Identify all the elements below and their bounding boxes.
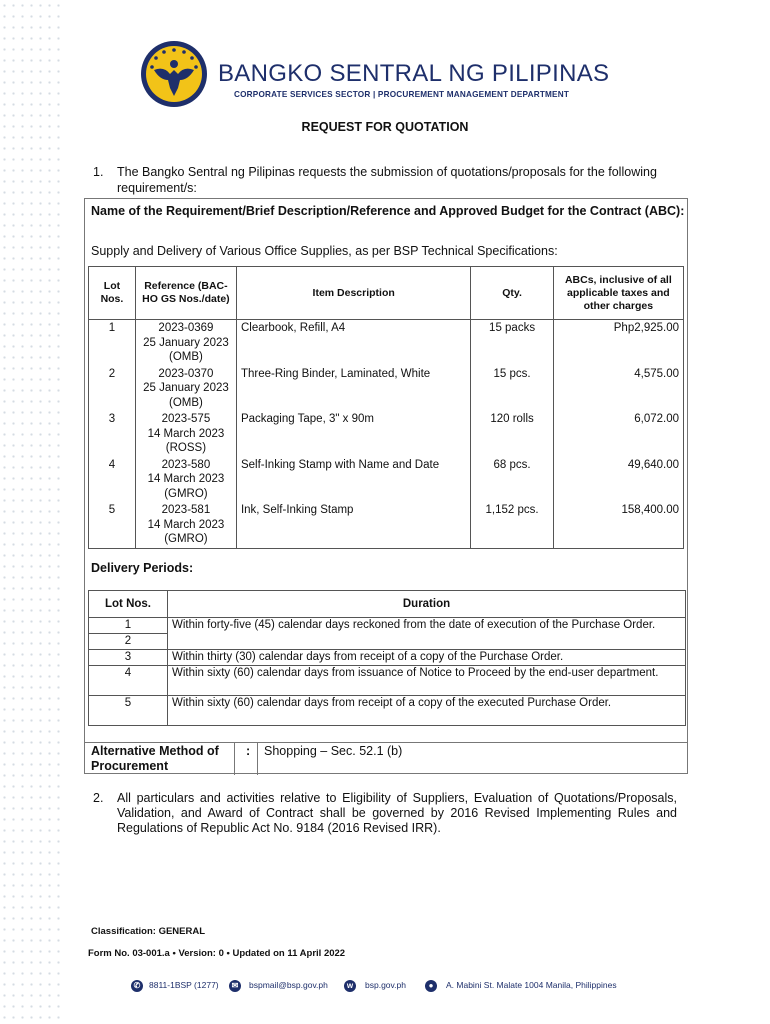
ref-number: 2023-575 — [161, 413, 211, 425]
email-icon: ✉ — [229, 980, 241, 992]
ref-date: 25 January 2023 — [143, 382, 229, 394]
reference-cell — [135, 411, 236, 457]
lot-cell: 2 — [89, 634, 168, 650]
col-abc: ABCs, inclusive of all applicable taxes and other charges — [553, 267, 683, 320]
alternative-method-value: Shopping – Sec. 52.1 (b) — [264, 744, 403, 758]
ref-date: 14 March 2023 — [147, 518, 225, 531]
colon: : — [246, 744, 251, 758]
ref-unit: (GMRO) — [164, 487, 208, 500]
description-cell: Ink, Self-Inking Stamp — [236, 502, 470, 548]
table-row — [89, 696, 686, 726]
col-duration: Duration — [168, 591, 686, 618]
abc-cell: Php2,925.00 — [553, 320, 683, 366]
description-cell: Packaging Tape, 3" x 90m — [236, 411, 470, 457]
bsp-seal-logo — [140, 40, 208, 108]
paragraph-number: 2. — [93, 791, 104, 805]
lot-cell: 3 — [89, 650, 168, 666]
table-row — [89, 457, 684, 503]
reference-cell — [135, 457, 236, 503]
col-description: Item Description — [236, 267, 470, 320]
qty-cell: 1,152 pcs. — [471, 502, 553, 548]
ref-date: 25 January 2023 — [143, 336, 229, 349]
col-lot: Lot Nos. — [89, 267, 136, 320]
qty-cell: 68 pcs. — [471, 457, 553, 503]
qty-cell: 15 packs — [471, 320, 553, 366]
lot-cell: 1 — [89, 618, 168, 634]
phone-icon: ✆ — [131, 980, 143, 992]
table-row — [89, 320, 684, 366]
form-number: Form No. 03-001.a • Version: 0 • Updated on 11 April 2022 — [88, 948, 346, 959]
table-row — [89, 366, 684, 412]
footer-website[interactable]: bsp.gov.ph — [365, 980, 406, 990]
ref-unit: (ROSS) — [165, 442, 207, 454]
table-row — [89, 502, 684, 548]
divider — [257, 743, 258, 775]
table-row — [89, 650, 686, 666]
lot-cell: 5 — [89, 502, 136, 548]
delivery-table — [88, 590, 686, 726]
ref-number: 2023-581 — [161, 504, 211, 516]
reference-cell — [135, 502, 236, 548]
ref-date: 14 March 2023 — [147, 427, 225, 440]
col-reference: Reference (BAC-HO GS Nos./date) — [135, 267, 236, 320]
col-qty: Qty. — [471, 267, 553, 320]
ref-unit: (GMRO) — [164, 533, 208, 545]
footer-email[interactable]: bspmail@bsp.gov.ph — [249, 980, 328, 990]
letterhead — [140, 40, 660, 110]
abc-cell: 4,575.00 — [553, 366, 683, 412]
divider — [234, 743, 235, 775]
department-line: CORPORATE SERVICES SECTOR | PROCUREMENT MANAGEMENT DEPARTMENT — [234, 90, 570, 99]
lot-cell: 4 — [89, 457, 136, 503]
lot-cell: 3 — [89, 411, 136, 457]
alternative-method-row — [84, 742, 688, 775]
description-cell: Three-Ring Binder, Laminated, White — [236, 366, 470, 412]
duration-cell: Within sixty (60) calendar days from receipt of a copy of the executed Purchase Order. — [168, 696, 686, 726]
delivery-heading: Delivery Periods: — [91, 561, 194, 575]
document-title: REQUEST FOR QUOTATION — [301, 120, 469, 134]
lot-cell: 4 — [89, 666, 168, 696]
footer-address: A. Mabini St. Malate 1004 Manila, Philippines — [446, 980, 617, 990]
classification-label: Classification: GENERAL — [91, 926, 206, 937]
location-icon: ● — [425, 980, 437, 992]
duration-cell: Within thirty (30) calendar days from receipt of a copy of the Purchase Order. — [168, 650, 686, 666]
footer-phone: 8811-1BSP (1277) — [149, 980, 219, 990]
qty-cell: 15 pcs. — [471, 366, 553, 412]
delivery-table-header — [89, 591, 686, 618]
reference-cell — [135, 320, 236, 366]
lot-cell: 5 — [89, 696, 168, 726]
items-table — [88, 266, 684, 549]
paragraph-number: 1. — [93, 165, 104, 179]
ref-number: 2023-580 — [161, 458, 211, 471]
lot-cell: 1 — [89, 320, 136, 366]
ref-date: 14 March 2023 — [147, 473, 225, 485]
reference-cell — [135, 366, 236, 412]
duration-cell: Within forty-five (45) calendar days reckoned from the date of execution of the Purchase Order. — [168, 618, 686, 650]
abc-cell: 158,400.00 — [553, 502, 683, 548]
abc-cell: 49,640.00 — [553, 457, 683, 503]
lot-cell: 2 — [89, 366, 136, 412]
bank-name: BANGKO SENTRAL NG PILIPINAS — [218, 60, 610, 87]
ref-unit: (OMB) — [168, 351, 203, 363]
paragraph-text: All particulars and activities relative to Eligibility of Suppliers, Evaluation of Quotations/Proposals, Validation, and Award of Contract shall be governed by 2016 Revised Implementing Rules and Regulations of Republic Act No. 9184 (2016 Revised IRR). — [117, 791, 677, 835]
ref-number: 2023-0369 — [158, 322, 214, 334]
requirement-heading: Name of the Requirement/Brief Description/Reference and Approved Budget for the Contract (ABC): — [91, 204, 685, 218]
ref-number: 2023-0370 — [158, 367, 214, 380]
abc-cell: 6,072.00 — [553, 411, 683, 457]
requirement-description: Supply and Delivery of Various Office Supplies, as per BSP Technical Specifications: — [91, 244, 558, 258]
items-table-header — [89, 267, 684, 320]
duration-cell: Within sixty (60) calendar days from issuance of Notice to Proceed by the end-user department. — [168, 666, 686, 696]
table-row — [89, 666, 686, 696]
description-cell: Self-Inking Stamp with Name and Date — [236, 457, 470, 503]
web-icon: w — [344, 980, 356, 992]
table-row — [89, 411, 684, 457]
col-lot: Lot Nos. — [89, 591, 168, 618]
ref-unit: (OMB) — [168, 396, 203, 409]
qty-cell: 120 rolls — [471, 411, 553, 457]
description-cell: Clearbook, Refill, A4 — [236, 320, 470, 366]
decorative-dot-pattern — [0, 0, 60, 1024]
alternative-method-label: Alternative Method of Procurement — [91, 744, 219, 773]
table-row — [89, 618, 686, 634]
paragraph-text: The Bangko Sentral ng Pilipinas requests the submission of quotations/proposals for the following requirement/s: — [117, 165, 657, 195]
